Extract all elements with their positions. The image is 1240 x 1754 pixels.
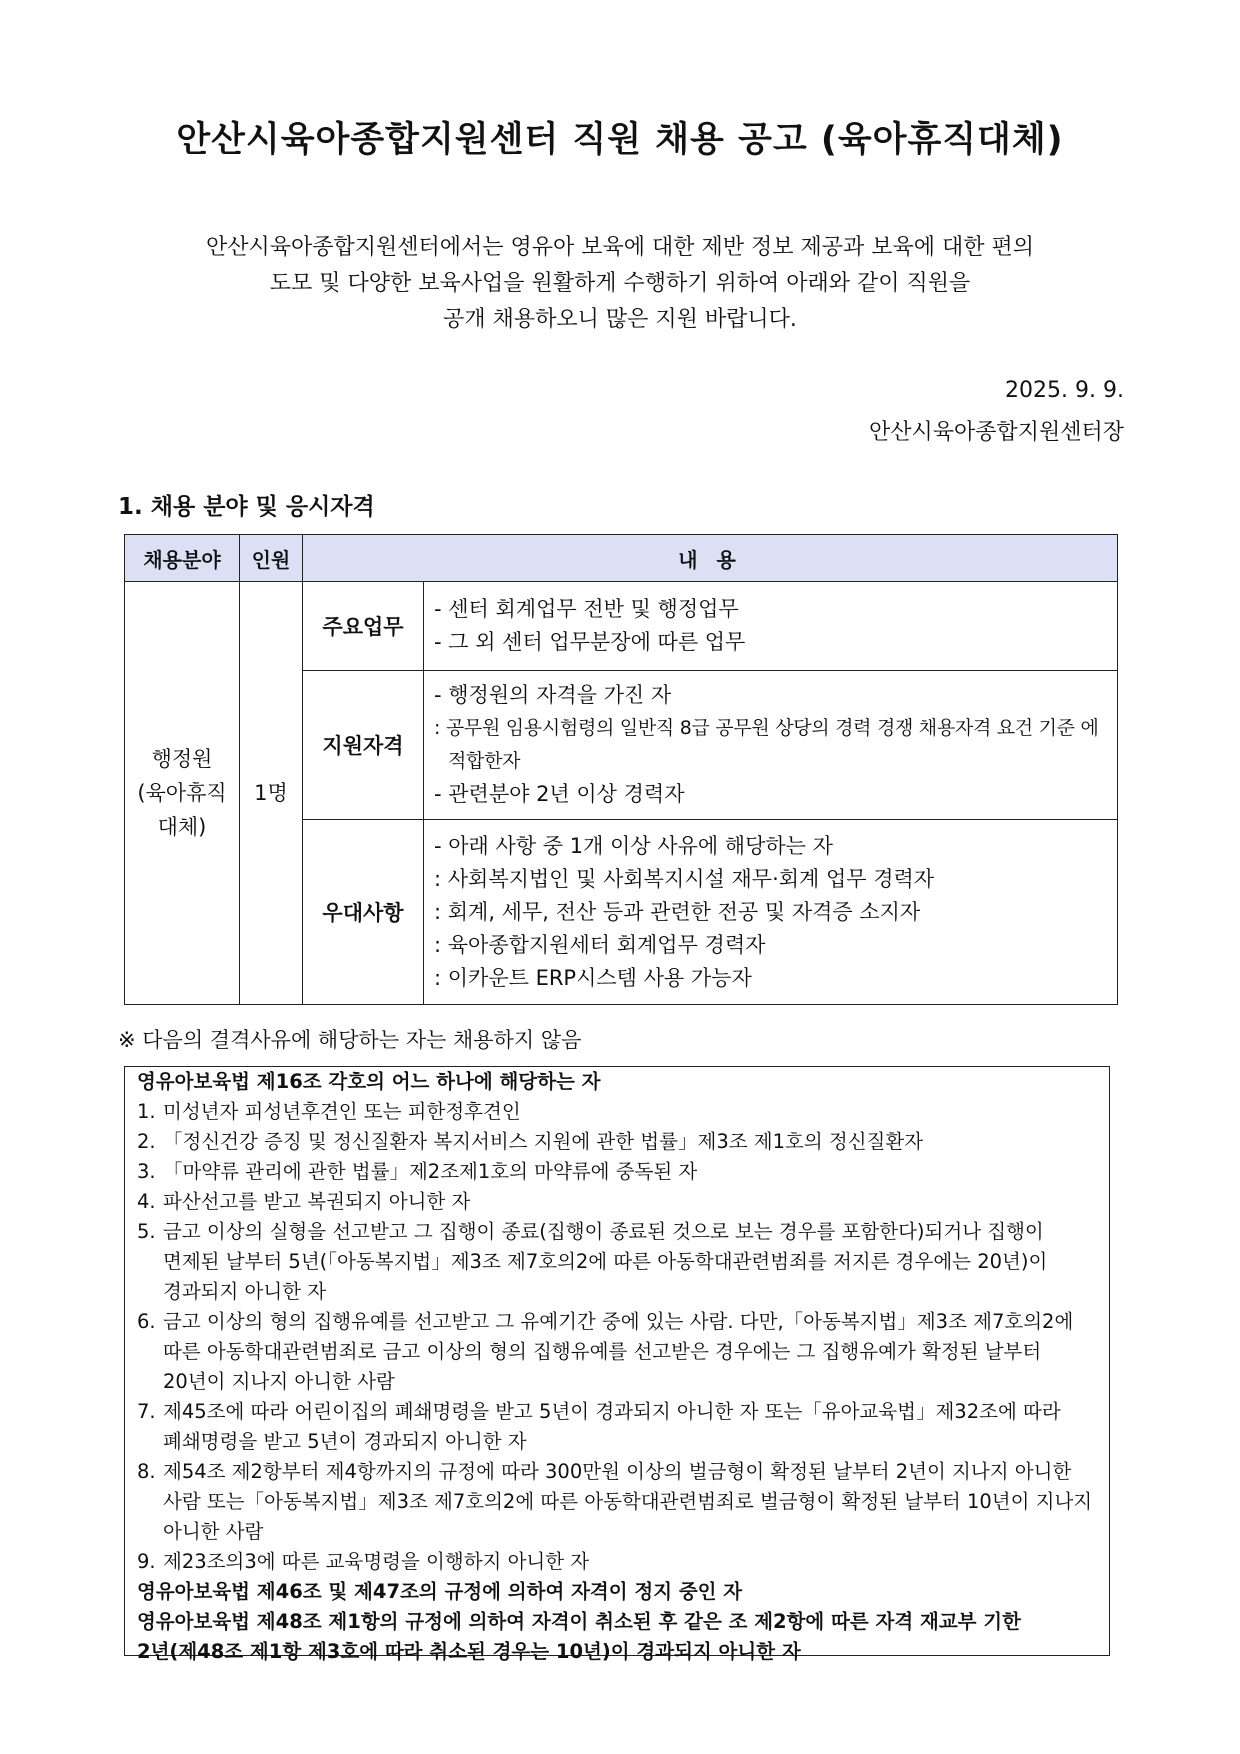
item-text [163,1547,1097,1577]
field-line: 대체) [157,815,207,839]
field-line: 행정원 [151,747,213,771]
announcement-date: 2025. 9. 9. [1005,378,1124,403]
list-item: - 관련분야 2년 이상 경력자 [434,782,685,806]
item-line: 파산선고를 받고 복권되지 아니한 자 [163,1190,471,1213]
intro-line: 공개 채용하오니 많은 지원 바랍니다. [443,307,797,332]
disqualification-footer-line: 영유아보육법 제46조 및 제47조의 규정에 의하여 자격이 정지 중인 자 [137,1580,743,1603]
list-item: : 이카운트 ERP시스템 사용 가능자 [434,965,752,990]
item-number: 9. [137,1550,156,1573]
item-line: 제23조의3에 따른 교육명령을 이행하지 아니한 자 [163,1550,590,1573]
disqualification-item [137,1547,1097,1577]
item-number: 2. [137,1130,156,1153]
list-item: - 행정원의 자격을 가진 자 [434,683,672,707]
item-number: 7. [137,1400,156,1423]
preference-label: 우대사항 [303,820,424,1005]
section-heading: 1. 채용 분야 및 응시자격 [118,494,375,520]
recruitment-table [124,534,1118,1005]
disqualification-item [137,1217,1097,1307]
item-line: 금고 이상의 형의 집행유예를 선고받고 그 유예기간 중에 있는 사람. 다만,「아동복지법」제3조 제7호의2에 [163,1310,1074,1333]
item-number: 6. [137,1310,156,1333]
item-line: 경과되지 아니한 자 [163,1280,327,1303]
header-content: 내 용 [303,535,1118,582]
disqualification-note: ※ 다음의 결격사유에 해당하는 자는 채용하지 않음 [118,1028,582,1052]
item-text [163,1127,1097,1157]
item-line: 제45조에 따라 어린이집의 폐쇄명령을 받고 5년이 경과되지 아니한 자 또는「유아교육법」제32조에 따라 [163,1400,1061,1423]
list-item: - 센터 회계업무 전반 및 행정업무 [434,597,739,621]
disqualification-item [137,1187,1097,1217]
page-title: 안산시육아종합지원센터 직원 채용 공고 (육아휴직대체) [176,120,1064,160]
table-row [125,582,1118,671]
list-item: : 회계, 세무, 전산 등과 관련한 전공 및 자격증 소지자 [434,899,921,924]
disqualification-box [124,1066,1110,1663]
header-field: 채용분야 [125,535,240,582]
list-item: : 공무원 임용시험령의 일반직 8급 공무원 상당의 경력 경쟁 채용자격 요건 기준 에 적합한자 [434,717,1099,772]
list-item: : 육아종합지원세터 회계업무 경력자 [434,932,766,957]
duties-label: 주요업무 [303,582,424,671]
item-line: 아니한 사람 [163,1520,264,1543]
intro-line: 안산시육아종합지원센터에서는 영유아 보육에 대한 제반 정보 제공과 보육에 대한 편의 [205,235,1034,260]
item-text [163,1157,1097,1187]
item-number: 5. [137,1220,156,1243]
item-number: 1. [137,1100,156,1123]
intro-line: 도모 및 다양한 보육사업을 원활하게 수행하기 위하여 아래와 같이 직원을 [269,271,971,296]
disqualification-item [137,1457,1097,1547]
item-line: 폐쇄명령을 받고 5년이 경과되지 아니한 자 [163,1430,527,1453]
item-text [163,1187,1097,1217]
item-line: 제54조 제2항부터 제4항까지의 규정에 따라 300만원 이상의 벌금형이 확정된 날부터 2년이 지나지 아니한 [163,1460,1072,1483]
disqualification-list [137,1097,1097,1577]
issuing-organization: 안산시육아종합지원센터장 [868,420,1124,445]
disqualification-item [137,1397,1097,1457]
header-count: 인원 [240,535,303,582]
disqualification-footer-line: 영유아보육법 제48조 제1항의 규정에 의하여 자격이 취소된 후 같은 조 제2항에 따른 자격 재교부 기한 [137,1610,1021,1633]
item-number: 8. [137,1460,156,1483]
qualification-content [424,671,1118,820]
disqualification-item [137,1127,1097,1157]
item-text [163,1097,1097,1127]
item-text [163,1307,1097,1397]
disqualification-header: 영유아보육법 제16조 각호의 어느 하나에 해당하는 자 [137,1070,601,1093]
intro-paragraph [120,230,1120,338]
item-line: 면제된 날부터 5년(「아동복지법」제3조 제7호의2에 따른 아동학대관련범죄를 저지른 경우에는 20년)이 [163,1250,1048,1273]
duties-content [424,582,1118,671]
count-cell: 1명 [240,582,303,1005]
table-header-row [125,535,1118,582]
item-number: 3. [137,1160,156,1183]
preference-content [424,820,1118,1005]
field-cell [125,582,240,1005]
item-line: 「정신건강 증징 및 정신질환자 복지서비스 지원에 관한 법률」제3조 제1호의 정신질환자 [163,1130,924,1153]
item-text [163,1217,1097,1307]
item-text [163,1457,1097,1547]
list-item: - 아래 사항 중 1개 이상 사유에 해당하는 자 [434,833,833,858]
item-number: 4. [137,1190,156,1213]
item-line: 사람 또는「아동복지법」제3조 제7호의2에 따른 아동학대관련범죄로 벌금형이 확정된 날부터 10년이 지나지 [163,1490,1093,1513]
disqualification-item [137,1307,1097,1397]
list-item: - 그 외 센터 업무분장에 따른 업무 [434,630,746,654]
disqualification-item [137,1157,1097,1187]
list-item: : 사회복지법인 및 사회복지시설 재무·회계 업무 경력자 [434,866,935,891]
item-line: 「마약류 관리에 관한 법률」제2조제1호의 마약류에 중독된 자 [163,1160,698,1183]
field-line: (육아휴직 [137,781,227,805]
qualification-label: 지원자격 [303,671,424,820]
item-line: 따른 아동학대관련범죄로 금고 이상의 형의 집행유예를 선고받은 경우에는 그 집행유예가 확정된 날부터 [163,1340,1042,1363]
item-line: 20년이 지나지 아니한 사람 [163,1370,395,1393]
item-text [163,1397,1097,1457]
disqualification-footer-line: 2년(제48조 제1항 제3호에 따라 취소된 경우는 10년)이 경과되지 아니한 자 [137,1640,801,1663]
disqualification-item [137,1097,1097,1127]
item-line: 미성년자 피성년후견인 또는 피한정후견인 [163,1100,521,1123]
item-line: 금고 이상의 실형을 선고받고 그 집행이 종료(집행이 종료된 것으로 보는 경우를 포함한다)되거나 집행이 [163,1220,1044,1243]
